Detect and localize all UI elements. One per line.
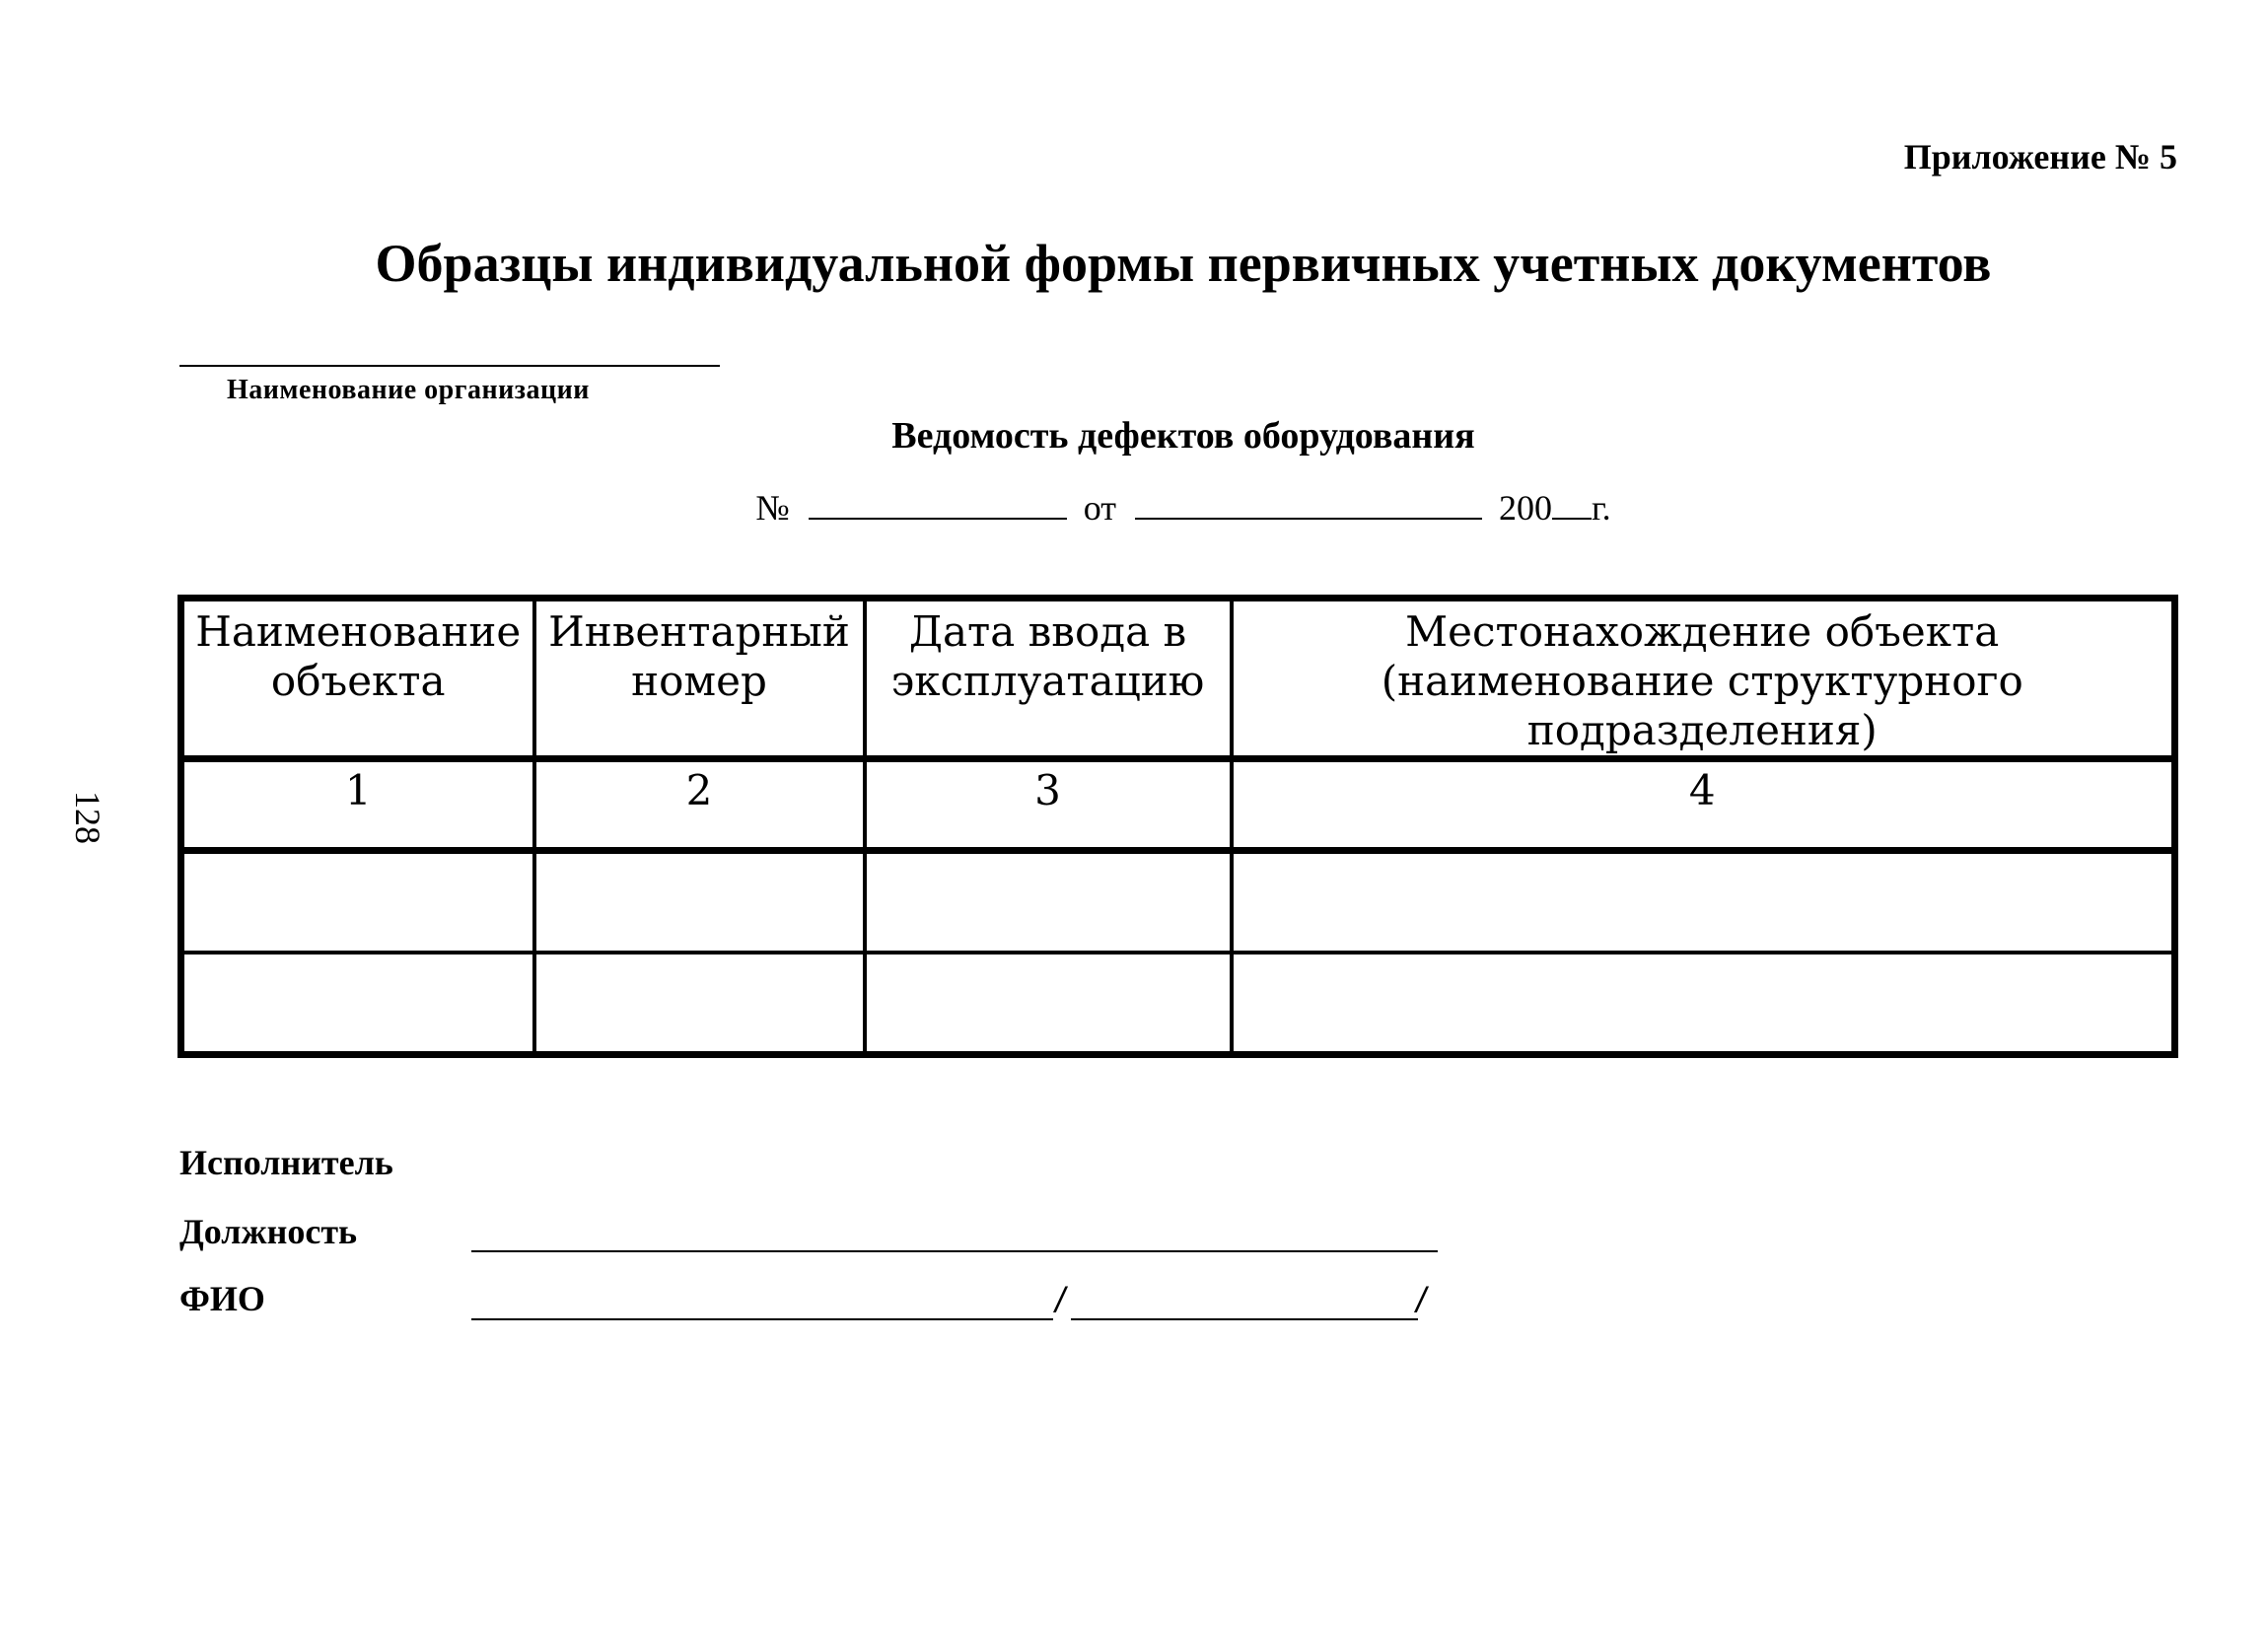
table-row bbox=[181, 953, 2175, 1055]
organization-caption: Наименование организации bbox=[227, 375, 590, 405]
signature-field[interactable] bbox=[471, 1318, 1053, 1320]
year-field[interactable] bbox=[1552, 517, 1592, 520]
main-title: Образцы индивидуальной формы первичных учетных документов bbox=[375, 234, 1992, 293]
header-object-location: Местонахождение объекта (наименование структурного подразделения) bbox=[1232, 599, 2175, 759]
from-word: от bbox=[1083, 488, 1116, 528]
appendix-label: Приложение № 5 bbox=[1903, 137, 2177, 177]
document-title: Ведомость дефектов оборудования bbox=[891, 415, 1475, 457]
table-cell[interactable] bbox=[534, 851, 865, 954]
table-row bbox=[181, 851, 2175, 954]
position-field[interactable] bbox=[471, 1250, 1438, 1252]
signature-separator: / bbox=[1055, 1280, 1066, 1320]
table-cell[interactable] bbox=[865, 851, 1232, 954]
document-date-field[interactable] bbox=[1135, 517, 1482, 520]
name-label: ФИО bbox=[179, 1279, 265, 1318]
document-number-row bbox=[0, 487, 2268, 529]
column-number: 2 bbox=[534, 759, 865, 851]
table-cell[interactable] bbox=[181, 953, 534, 1055]
signature-end-separator: / bbox=[1416, 1280, 1427, 1320]
table-cell[interactable] bbox=[181, 851, 534, 954]
page-number: 128 bbox=[68, 791, 107, 844]
header-object-name: Наименование объекта bbox=[181, 599, 534, 759]
defects-table bbox=[177, 595, 2178, 1058]
table-cell[interactable] bbox=[1232, 851, 2175, 954]
year-suffix: г. bbox=[1591, 488, 1611, 528]
year-prefix: 200 bbox=[1498, 488, 1552, 528]
organization-name-line[interactable] bbox=[179, 365, 720, 367]
header-inventory-number: Инвентарный номер bbox=[534, 599, 865, 759]
table-cell[interactable] bbox=[1232, 953, 2175, 1055]
column-number: 3 bbox=[865, 759, 1232, 851]
column-number: 4 bbox=[1232, 759, 2175, 851]
column-number-row bbox=[181, 759, 2175, 851]
column-number: 1 bbox=[181, 759, 534, 851]
header-commission-date: Дата ввода в эксплуатацию bbox=[865, 599, 1232, 759]
full-name-field[interactable] bbox=[1071, 1318, 1418, 1320]
table-cell[interactable] bbox=[865, 953, 1232, 1055]
document-number-field[interactable] bbox=[809, 517, 1067, 520]
table-cell[interactable] bbox=[534, 953, 865, 1055]
executor-label: Исполнитель bbox=[179, 1143, 393, 1182]
table-header-row bbox=[181, 599, 2175, 759]
position-label: Должность bbox=[179, 1212, 358, 1251]
number-sign: № bbox=[755, 488, 790, 528]
